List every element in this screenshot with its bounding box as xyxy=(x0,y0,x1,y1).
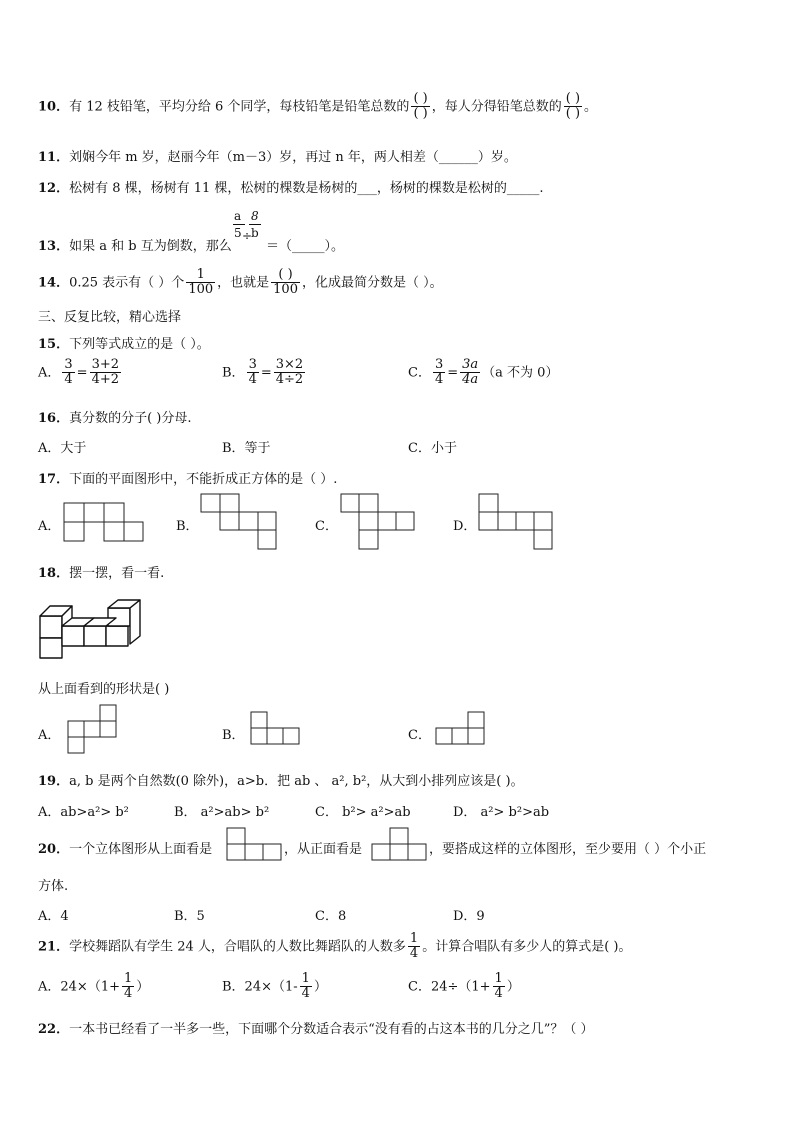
question-15: 15．下列等式成立的是（ ）。 xyxy=(38,337,210,352)
option-c[interactable]: C． $\frac{3}{4}$ = $\frac{3a}{4a}$ （a 不为 0） xyxy=(408,357,559,388)
question-21: 21．学校舞蹈队有学生 24 人，合唱队的人数比舞蹈队的人数多 $\frac{1}{4}$ 。计算合唱队有多少人的算式是( )。 xyxy=(38,931,632,962)
option-c[interactable]: C． xyxy=(408,728,431,743)
cube-stack-illustration xyxy=(38,598,144,660)
question-number: 10． xyxy=(38,99,70,115)
option-d[interactable]: D． a²> b²>ab xyxy=(453,805,550,820)
option-c[interactable]: C． b²> a²>ab xyxy=(315,805,411,820)
front-view-figure xyxy=(372,828,432,864)
question-20: 20．一个立体图形从上面看是 xyxy=(38,842,213,857)
question-text: 有 12 枝铅笔，平均分给 6 个同学，每枝铅笔是铅笔总数的 xyxy=(69,99,410,115)
option-a[interactable]: A．4 xyxy=(38,909,69,924)
question-prompt: 从上面看到的形状是( ) xyxy=(38,682,170,697)
question-text: ，从正面看是 xyxy=(284,842,363,857)
option-b[interactable]: B．等于 xyxy=(222,441,271,456)
question-11: 11．刘娴今年 m 岁，赵丽今年（m－3）岁，再过 n 年，两人相差（______）岁。 xyxy=(38,150,517,165)
top-view-c xyxy=(436,712,488,748)
cube-net-c xyxy=(341,494,421,554)
cube-net-d xyxy=(479,494,559,554)
option-a[interactable]: A． $\frac{3}{4}$ = $\frac{3+2}{4+2}$ xyxy=(38,357,120,388)
question-18: 18．摆一摆，看一看. xyxy=(38,566,165,581)
top-view-b xyxy=(251,712,303,748)
question-10: 10．有 12 枝铅笔，平均分给 6 个同学，每枝铅笔是铅笔总数的 $\frac{( )}{( )}$ ，每人分得铅笔总数的 $\frac{( )}{( )}$ 。 xyxy=(38,91,598,122)
section-heading: 三、反复比较，精心选择 xyxy=(38,310,182,325)
question-13: 13．如果 a 和 b 互为倒数，那么 xyxy=(38,239,232,254)
option-a[interactable]: A．24×（1+ $\frac{1}{4}$ ） xyxy=(38,971,150,1002)
question-22: 22．一本书已经看了一半多一些，下面哪个分数适合表示“没有看的占这本书的几分之几”？（ ） xyxy=(38,1022,594,1037)
option-a[interactable]: A． xyxy=(38,728,61,743)
option-c[interactable]: C．8 xyxy=(315,909,347,924)
question-14: 14．0.25 表示有（ ）个 $\frac{1}{100}$ ，也就是 $\frac{( )}{100}$ ，化成最简分数是（ ）。 xyxy=(38,267,443,298)
fraction: $\frac{( )}{( )}$ xyxy=(565,91,581,122)
question-text: 刘娴今年 m 岁，赵丽今年（m－3）岁，再过 n 年，两人相差（______）岁。 xyxy=(69,150,517,165)
option-b[interactable]: B． xyxy=(222,728,245,743)
fraction: $\frac{( )}{100}$ xyxy=(273,267,298,298)
option-c[interactable]: C．小于 xyxy=(408,441,457,456)
option-b[interactable]: B． $\frac{3}{4}$ = $\frac{3\times 2}{4\div 2}$ xyxy=(222,357,304,388)
top-view-a xyxy=(68,705,120,755)
fraction: $\frac{( )}{( )}$ xyxy=(413,91,428,122)
fraction: $\frac{1}{100}$ xyxy=(188,267,214,298)
question-12: 12．松树有 8 棵，杨树有 11 棵，松树的棵数是杨树的___，杨树的棵数是松树的_____. xyxy=(38,181,544,196)
cube-net-b xyxy=(201,494,281,554)
option-b[interactable]: B． a²>ab> b² xyxy=(174,805,270,820)
question-19: 19．a, b 是两个自然数(0 除外)，a>b．把 ab 、 a², b²，从大到小排列应该是( )。 xyxy=(38,774,524,789)
option-a[interactable]: A．ab>a²> b² xyxy=(38,805,129,820)
question-16: 16．真分数的分子( )分母. xyxy=(38,411,192,426)
question-text: ，每人分得铅笔总数的 xyxy=(431,99,562,115)
question-17: 17．下面的平面图形中，不能折成正方体的是（ ）. xyxy=(38,472,338,487)
question-text: 松树有 8 棵，杨树有 11 棵，松树的棵数是杨树的___，杨树的棵数是松树的_____. xyxy=(69,181,544,196)
question-text: 如果 a 和 b 互为倒数，那么 xyxy=(69,239,232,254)
question-text: 方体. xyxy=(38,879,69,894)
option-d[interactable]: D．9 xyxy=(453,909,485,924)
option-a[interactable]: A．大于 xyxy=(38,441,87,456)
question-text: ，要搭成这样的立体图形，至少要用（ ）个小正 xyxy=(429,842,707,857)
option-b[interactable]: B．24×（1- $\frac{1}{4}$ ） xyxy=(222,971,327,1002)
option-d[interactable]: D． xyxy=(453,519,477,534)
answer-blank: ＝（_____）。 xyxy=(266,239,345,254)
option-b[interactable]: B．5 xyxy=(174,909,205,924)
option-c[interactable]: C． xyxy=(315,519,338,534)
cube-net-a xyxy=(64,503,144,543)
option-b[interactable]: B． xyxy=(176,519,199,534)
option-c[interactable]: C．24÷（1+ $\frac{1}{4}$ ） xyxy=(408,971,520,1002)
option-a[interactable]: A． xyxy=(38,519,61,534)
top-view-figure xyxy=(227,828,287,864)
